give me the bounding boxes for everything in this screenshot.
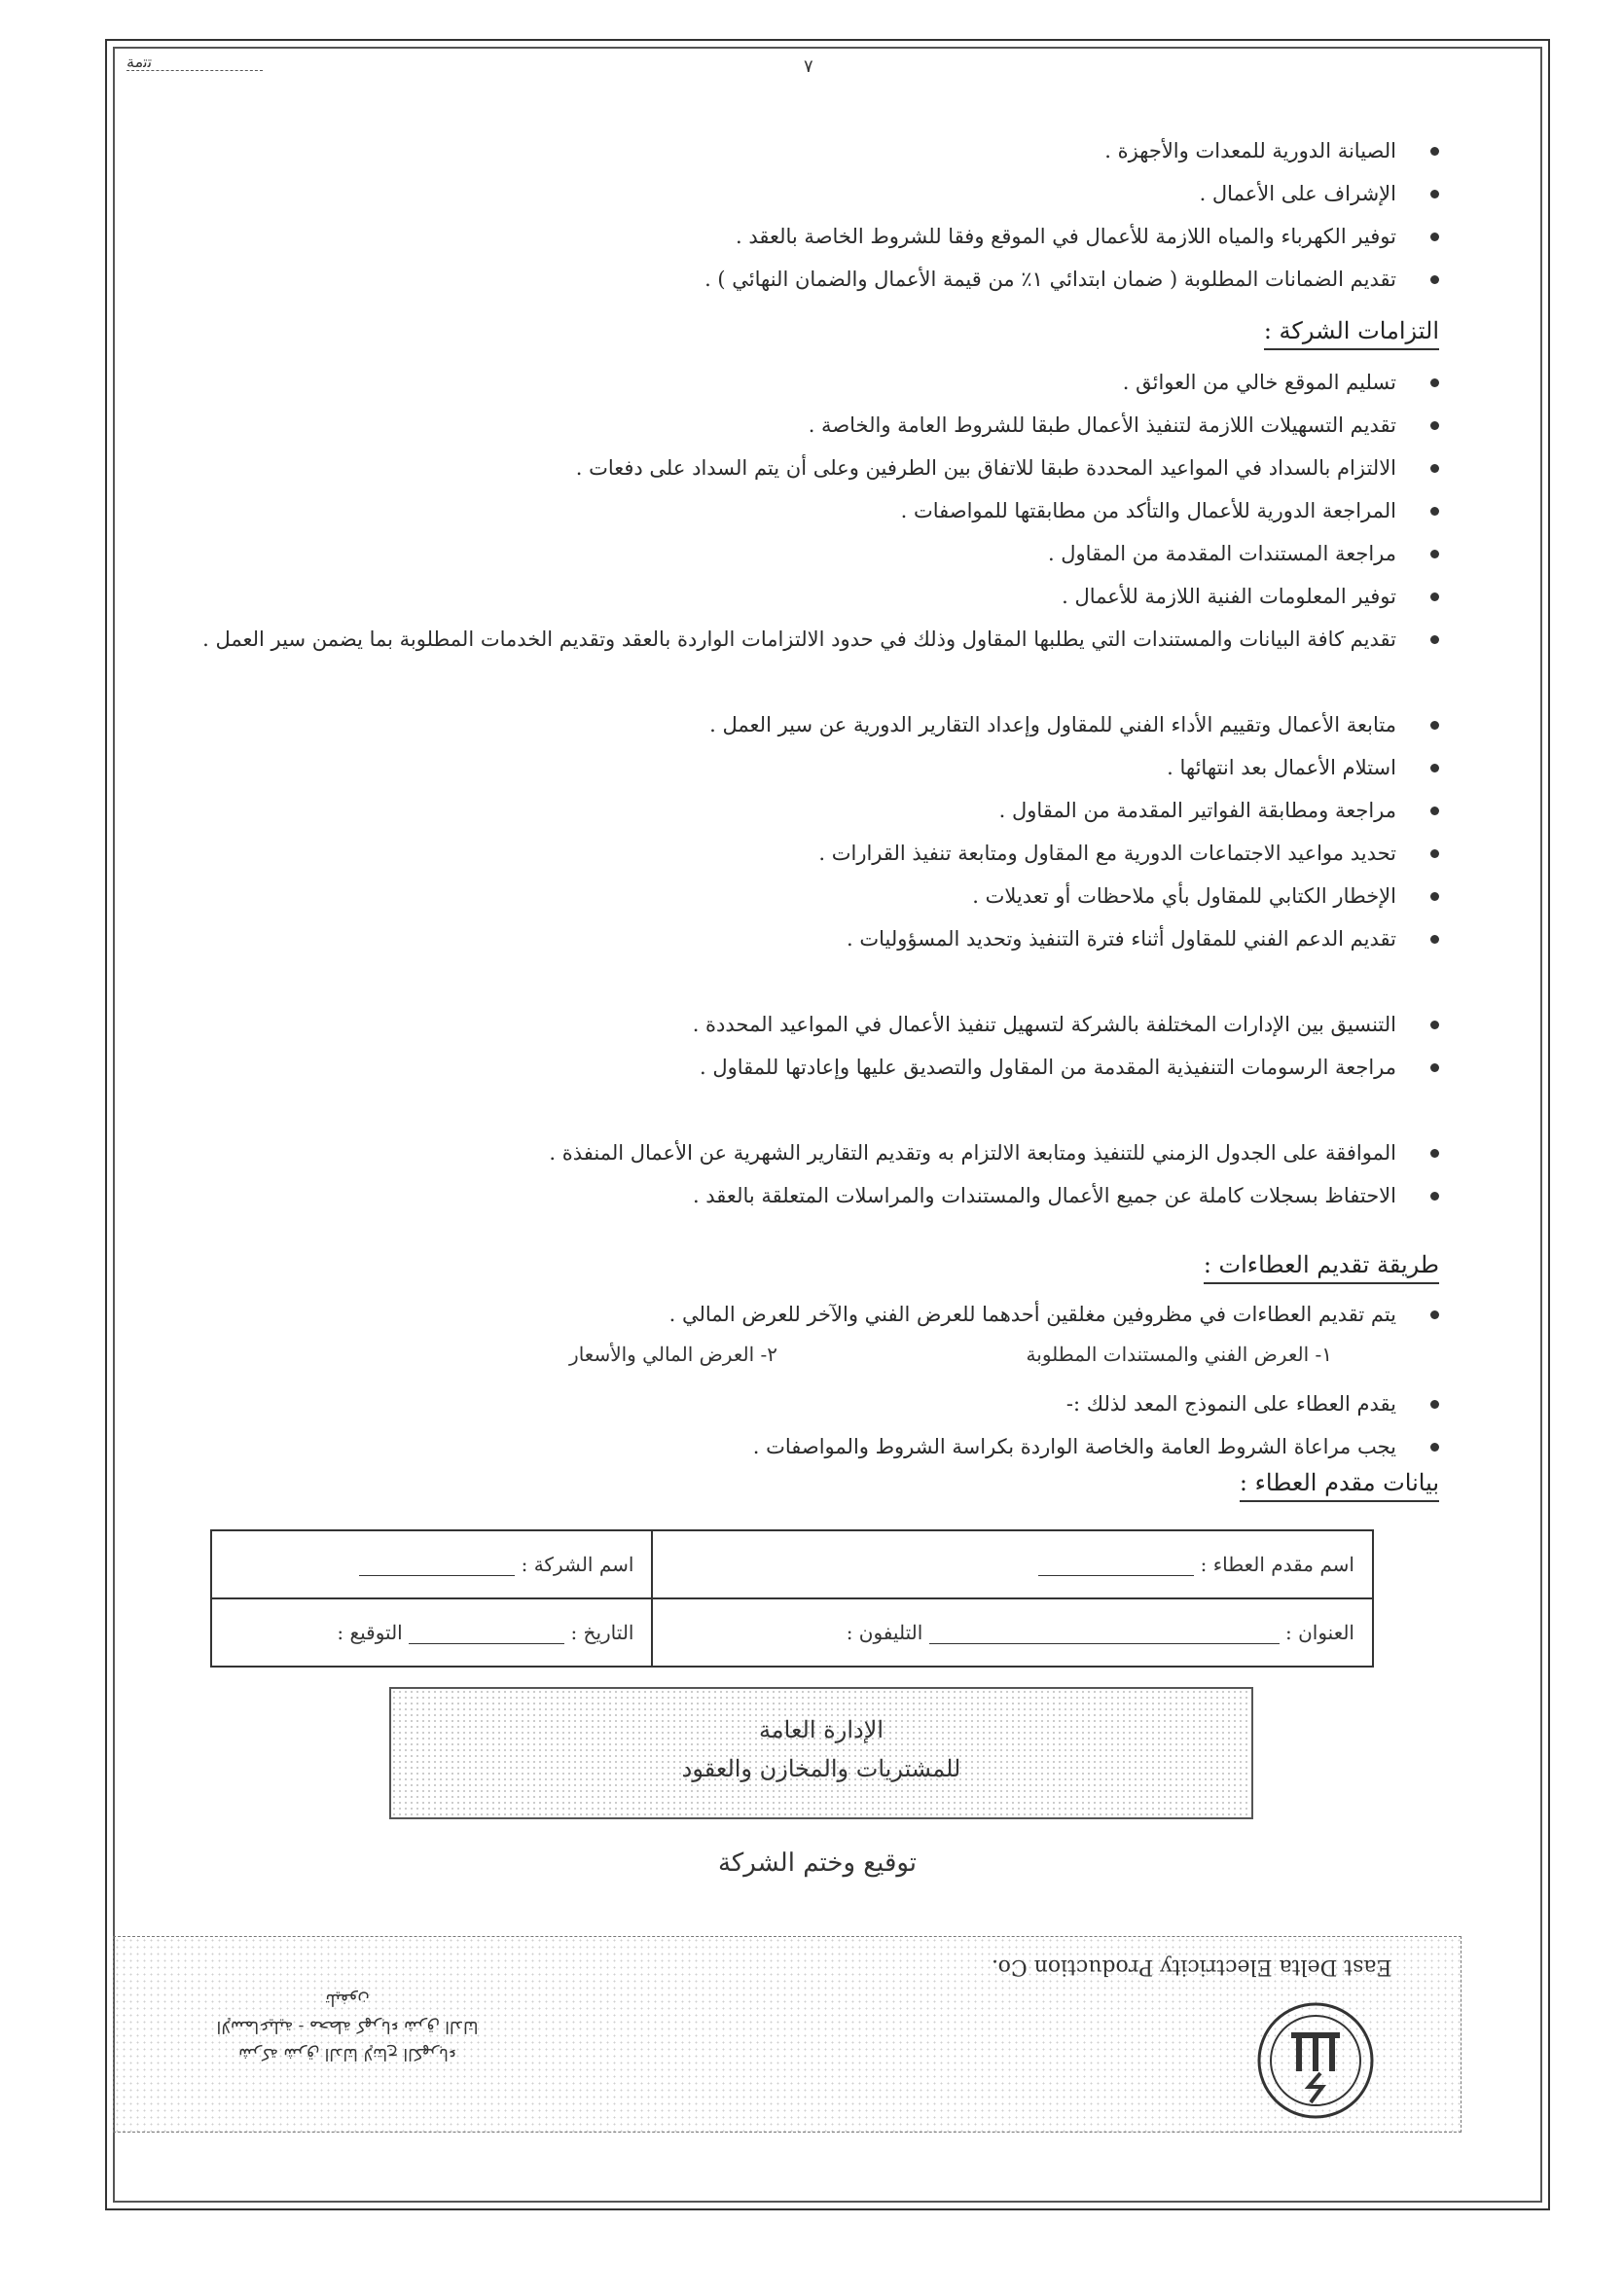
list-item: مراجعة المستندات المقدمة من المقاول . <box>145 539 1439 582</box>
bullet-icon <box>1430 635 1439 644</box>
company-field[interactable] <box>359 1558 515 1576</box>
company-address: شركة شرق الدلتا لإنتاج الكهرباء الإسماعيلية - محطة كهرباء شرق الدلتا تليفون <box>216 1990 479 2063</box>
bullet-icon <box>1430 764 1439 772</box>
list-item: توفير المعلومات الفنية اللازمة للأعمال . <box>145 582 1439 625</box>
list-item: الموافقة على الجدول الزمني للتنفيذ ومتابعة الالتزام به وتقديم التقارير الشهرية عن الأعمال المنفذة . <box>145 1138 1439 1181</box>
list-a <box>174 136 1439 307</box>
list-item: المراجعة الدورية للأعمال والتأكد من مطابقتها للمواصفات . <box>145 496 1439 539</box>
list-item: مراجعة الرسومات التنفيذية المقدمة من المقاول والتصديق عليها وإعادتها للمقاول . <box>145 1053 1439 1138</box>
bidder-info-table <box>210 1529 1374 1668</box>
bullet-icon <box>1430 935 1439 944</box>
list-item: تقديم كافة البيانات والمستندات التي يطلبها المقاول وذلك في حدود الالتزامات الواردة بالعقد وتقديم الخدمات المطلوبة بما يضمن سير العمل . <box>145 625 1439 710</box>
page-number: ٧ <box>804 56 813 77</box>
bullet-icon <box>1430 849 1439 858</box>
bullet-icon <box>1430 190 1439 198</box>
bullet-icon <box>1430 1021 1439 1029</box>
company-logo-icon <box>1252 1997 1379 2124</box>
table-cell-date[interactable]: التاريخ : التوقيع : <box>211 1598 652 1667</box>
bullet-icon <box>1430 147 1439 156</box>
bullet-icon <box>1430 1400 1439 1409</box>
section-heading-bidder-data: بيانات مقدم العطاء : <box>1240 1469 1439 1502</box>
address-field[interactable] <box>929 1626 1280 1644</box>
signature-line: توقيع وختم الشركة <box>717 1848 918 1878</box>
name-field[interactable] <box>1038 1558 1194 1576</box>
table-cell-name[interactable]: اسم مقدم العطاء : <box>652 1530 1373 1598</box>
list-item: الإشراف على الأعمال . <box>174 179 1439 222</box>
department-stamp: الإدارة العامة للمشتريات والمخازن والعقود <box>389 1687 1253 1819</box>
list-item: يقدم العطاء على النموذج المعد لذلك :- <box>174 1389 1439 1432</box>
bullet-icon <box>1430 233 1439 241</box>
list-item: مراجعة ومطابقة الفواتير المقدمة من المقاول . <box>145 796 1439 839</box>
offer-technical: ١- العرض الفني والمستندات المطلوبة <box>1026 1343 1332 1366</box>
list-item: التنسيق بين الإدارات المختلفة بالشركة لتسهيل تنفيذ الأعمال في المواعيد المحددة . <box>145 1010 1439 1053</box>
list-item: تقديم التسهيلات اللازمة لتنفيذ الأعمال طبقا للشروط العامة والخاصة . <box>145 411 1439 453</box>
list-item: تقديم الدعم الفني للمقاول أثناء فترة التنفيذ وتحديد المسؤوليات . <box>145 924 1439 1010</box>
section-heading-bidding: طريقة تقديم العطاءات : <box>1204 1251 1439 1284</box>
list-item: توفير الكهرباء والمياه اللازمة للأعمال في الموقع وفقا للشروط الخاصة بالعقد . <box>174 222 1439 265</box>
bullet-icon <box>1430 1149 1439 1158</box>
footer-band <box>113 1936 1462 2133</box>
date-field[interactable] <box>409 1626 564 1644</box>
bullet-icon <box>1430 378 1439 387</box>
company-name-en: East Delta Electricity Production Co. <box>992 1955 1392 1979</box>
bullet-icon <box>1430 721 1439 730</box>
bullet-icon <box>1430 550 1439 558</box>
list-item: تحديد مواعيد الاجتماعات الدورية مع المقاول ومتابعة تنفيذ القرارات . <box>145 839 1439 881</box>
bullet-icon <box>1430 807 1439 815</box>
list-item: يتم تقديم العطاءات في مظروفين مغلقين أحدهما للعرض الفني والآخر للعرض المالي . <box>174 1300 1439 1389</box>
list-item: الإخطار الكتابي للمقاول بأي ملاحظات أو تعديلات . <box>145 881 1439 924</box>
bullet-icon <box>1430 1443 1439 1452</box>
list-item: متابعة الأعمال وتقييم الأداء الفني للمقاول وإعداد التقارير الدورية عن سير العمل . <box>145 710 1439 753</box>
list-c <box>174 1300 1439 1475</box>
list-item: الالتزام بالسداد في المواعيد المحددة طبقا للاتفاق بين الطرفين وعلى أن يتم السداد على دفعات . <box>145 453 1439 496</box>
list-item: تقديم الضمانات المطلوبة ( ضمان ابتدائي ١٪ من قيمة الأعمال والضمان النهائي ) . <box>174 265 1439 307</box>
list-item: الصيانة الدورية للمعدات والأجهزة . <box>174 136 1439 179</box>
bullet-icon <box>1430 421 1439 430</box>
bullet-icon <box>1430 507 1439 516</box>
list-item: تسليم الموقع خالي من العوائق . <box>145 368 1439 411</box>
offer-financial: ٢- العرض المالي والأسعار <box>569 1343 777 1366</box>
corner-tag: ﺗﺗﻣﺔ <box>126 53 263 71</box>
table-cell-address[interactable]: العنوان : التليفون : <box>652 1598 1373 1667</box>
section-heading-obligations: التزامات الشركة : <box>1264 317 1439 350</box>
list-item: استلام الأعمال بعد انتهائها . <box>145 753 1439 796</box>
bullet-icon <box>1430 1192 1439 1201</box>
bullet-icon <box>1430 892 1439 901</box>
list-b <box>145 368 1439 1224</box>
bullet-icon <box>1430 1063 1439 1072</box>
bullet-icon <box>1430 592 1439 601</box>
bullet-icon <box>1430 464 1439 473</box>
list-item: يجب مراعاة الشروط العامة والخاصة الواردة بكراسة الشروط والمواصفات . <box>174 1432 1439 1475</box>
list-item: الاحتفاظ بسجلات كاملة عن جميع الأعمال والمستندات والمراسلات المتعلقة بالعقد . <box>145 1181 1439 1224</box>
table-cell-company[interactable]: اسم الشركة : <box>211 1530 652 1598</box>
bullet-icon <box>1430 275 1439 284</box>
bullet-icon <box>1430 1310 1439 1319</box>
